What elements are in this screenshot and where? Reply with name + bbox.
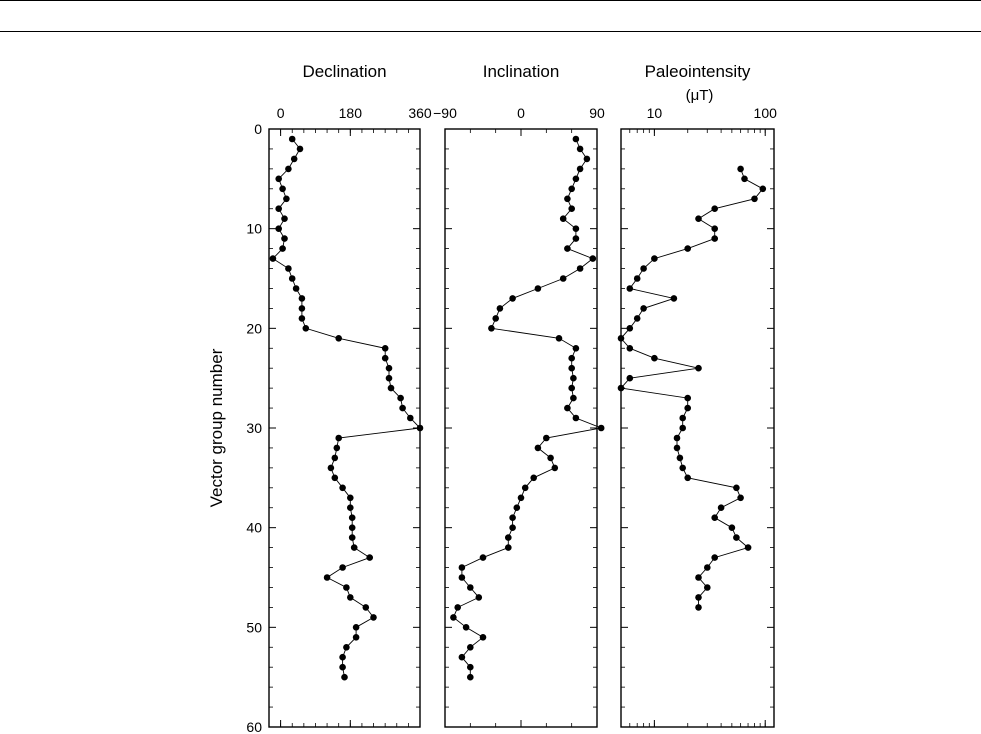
data-point <box>353 634 360 641</box>
x-tick-label: 0 <box>276 105 285 121</box>
data-point <box>711 205 718 212</box>
data-point <box>417 425 424 432</box>
panel-inclination <box>433 62 605 727</box>
data-point <box>564 405 571 412</box>
data-point <box>651 255 658 262</box>
data-point <box>684 405 691 412</box>
x-tick-label: 180 <box>338 105 362 121</box>
data-point <box>347 504 354 511</box>
data-point <box>299 305 306 312</box>
data-point <box>476 594 483 601</box>
data-point <box>275 225 282 232</box>
data-point <box>618 385 625 392</box>
data-point <box>535 445 542 452</box>
data-point <box>270 255 277 262</box>
data-point <box>535 285 542 292</box>
data-point <box>467 584 474 591</box>
data-point <box>467 664 474 671</box>
data-point <box>335 335 342 342</box>
data-point <box>751 196 758 203</box>
data-point <box>467 644 474 651</box>
data-point <box>492 315 499 322</box>
data-point <box>711 235 718 242</box>
data-point <box>281 235 288 242</box>
data-point <box>718 504 725 511</box>
data-point <box>671 295 678 302</box>
data-point <box>737 495 744 502</box>
data-point <box>279 186 286 193</box>
data-point <box>450 614 457 621</box>
data-point <box>459 654 466 661</box>
panel-title: Declination <box>302 62 387 81</box>
y-axis-label: Vector group number <box>207 348 226 508</box>
data-point <box>459 564 466 571</box>
data-point <box>577 265 584 272</box>
data-point <box>279 245 286 252</box>
data-point <box>497 305 504 312</box>
data-point <box>347 495 354 502</box>
panel-title: Inclination <box>482 62 560 81</box>
data-point <box>674 445 681 452</box>
data-point <box>285 166 292 173</box>
data-point <box>281 215 288 222</box>
data-point <box>480 554 487 561</box>
data-point <box>564 245 571 252</box>
data-point <box>627 375 634 382</box>
y-tick-label: 20 <box>246 320 262 337</box>
data-point <box>275 205 282 212</box>
data-point <box>353 624 360 631</box>
data-point <box>679 425 686 432</box>
data-point <box>463 624 470 631</box>
data-point <box>711 225 718 232</box>
data-point <box>283 196 290 203</box>
x-tick-label: −90 <box>433 105 457 121</box>
data-point <box>339 564 346 571</box>
data-point <box>386 375 393 382</box>
data-point <box>480 634 487 641</box>
data-point <box>695 604 702 611</box>
data-point <box>704 584 711 591</box>
data-point <box>704 564 711 571</box>
data-point <box>711 514 718 521</box>
data-point <box>556 335 563 342</box>
data-point <box>459 574 466 581</box>
data-point <box>627 345 634 352</box>
data-point <box>737 166 744 173</box>
data-point <box>695 574 702 581</box>
data-point <box>733 485 740 492</box>
data-point <box>332 455 339 462</box>
data-point <box>334 445 341 452</box>
data-point <box>627 325 634 332</box>
data-point <box>573 345 580 352</box>
y-tick-label: 30 <box>246 420 262 436</box>
data-point <box>573 136 580 143</box>
data-point <box>518 495 525 502</box>
panel-declination <box>246 62 431 734</box>
data-point <box>530 475 537 482</box>
y-tick-label: 40 <box>246 519 262 536</box>
data-point <box>324 574 331 581</box>
data-point <box>347 594 354 601</box>
data-point <box>335 435 342 442</box>
data-point <box>505 544 512 551</box>
data-point <box>570 375 577 382</box>
data-point <box>733 534 740 541</box>
data-point <box>509 524 516 531</box>
data-point <box>349 514 356 521</box>
data-point <box>343 584 350 591</box>
data-point <box>370 614 377 621</box>
data-point <box>547 455 554 462</box>
data-point <box>568 355 575 362</box>
data-point <box>388 385 395 392</box>
data-point <box>564 196 571 203</box>
data-point <box>299 295 306 302</box>
data-point <box>711 554 718 561</box>
data-point <box>640 305 647 312</box>
data-point <box>488 325 495 332</box>
panel-paleointensity <box>618 62 777 727</box>
x-tick-label: 90 <box>589 105 605 121</box>
data-point <box>509 514 516 521</box>
data-point <box>560 215 567 222</box>
data-point <box>552 465 559 472</box>
data-point <box>598 425 605 432</box>
data-point <box>741 176 748 183</box>
data-point <box>634 315 641 322</box>
x-tick-label: 360 <box>408 105 432 121</box>
data-point <box>640 265 647 272</box>
data-point <box>568 365 575 372</box>
data-point <box>285 265 292 272</box>
y-tick-label: 50 <box>246 619 262 636</box>
data-point <box>339 654 346 661</box>
data-point <box>467 674 474 681</box>
data-point <box>627 285 634 292</box>
data-point <box>293 285 300 292</box>
data-point <box>509 295 516 302</box>
data-point <box>522 485 529 492</box>
data-point <box>590 255 597 262</box>
series-line <box>621 169 763 608</box>
data-point <box>573 235 580 242</box>
data-point <box>684 475 691 482</box>
data-point <box>577 146 584 153</box>
y-tick-label: 60 <box>246 719 262 734</box>
panel-frame <box>445 129 597 727</box>
data-point <box>303 325 310 332</box>
data-point <box>760 186 767 193</box>
data-point <box>349 524 356 531</box>
series-line <box>453 139 601 677</box>
data-point <box>275 176 282 183</box>
data-point <box>573 176 580 183</box>
data-point <box>363 604 370 611</box>
data-point <box>684 395 691 402</box>
x-tick-label: 10 <box>646 105 663 121</box>
data-point <box>366 554 373 561</box>
data-point <box>349 534 356 541</box>
data-point <box>289 275 296 282</box>
data-point <box>695 215 702 222</box>
y-tick-label: 10 <box>246 220 262 237</box>
data-point <box>289 136 296 143</box>
data-point <box>297 146 304 153</box>
data-point <box>674 435 681 442</box>
data-point <box>584 156 591 163</box>
data-point <box>570 395 577 402</box>
data-point <box>568 205 575 212</box>
data-point <box>341 674 348 681</box>
x-tick-label: 0 <box>517 105 525 121</box>
data-point <box>386 365 393 372</box>
panel-frame <box>269 129 420 727</box>
data-point <box>560 275 567 282</box>
data-point <box>397 395 404 402</box>
data-point <box>343 644 350 651</box>
data-point <box>634 275 641 282</box>
data-point <box>505 534 512 541</box>
panel-unit: (μT) <box>685 87 714 104</box>
data-point <box>573 225 580 232</box>
data-point <box>684 245 691 252</box>
data-point <box>568 186 575 193</box>
data-point <box>577 166 584 173</box>
data-point <box>695 594 702 601</box>
data-point <box>328 465 335 472</box>
data-point <box>651 355 658 362</box>
data-point <box>351 544 358 551</box>
y-tick-label: 0 <box>254 121 262 137</box>
data-point <box>729 524 736 531</box>
data-point <box>568 385 575 392</box>
data-point <box>514 504 521 511</box>
data-point <box>407 415 414 422</box>
data-point <box>543 435 550 442</box>
data-point <box>339 485 346 492</box>
x-tick-label: 100 <box>753 105 777 121</box>
data-point <box>399 405 406 412</box>
data-point <box>382 355 389 362</box>
data-point <box>618 335 625 342</box>
data-point <box>299 315 306 322</box>
series-line <box>273 139 420 677</box>
data-point <box>679 415 686 422</box>
data-point <box>677 455 684 462</box>
data-point <box>332 475 339 482</box>
panel-title: Paleointensity <box>644 62 751 81</box>
data-point <box>291 156 298 163</box>
data-point <box>679 465 686 472</box>
data-point <box>573 415 580 422</box>
data-point <box>454 604 461 611</box>
data-point <box>382 345 389 352</box>
data-point <box>695 365 702 372</box>
data-point <box>745 544 752 551</box>
data-point <box>339 664 346 671</box>
